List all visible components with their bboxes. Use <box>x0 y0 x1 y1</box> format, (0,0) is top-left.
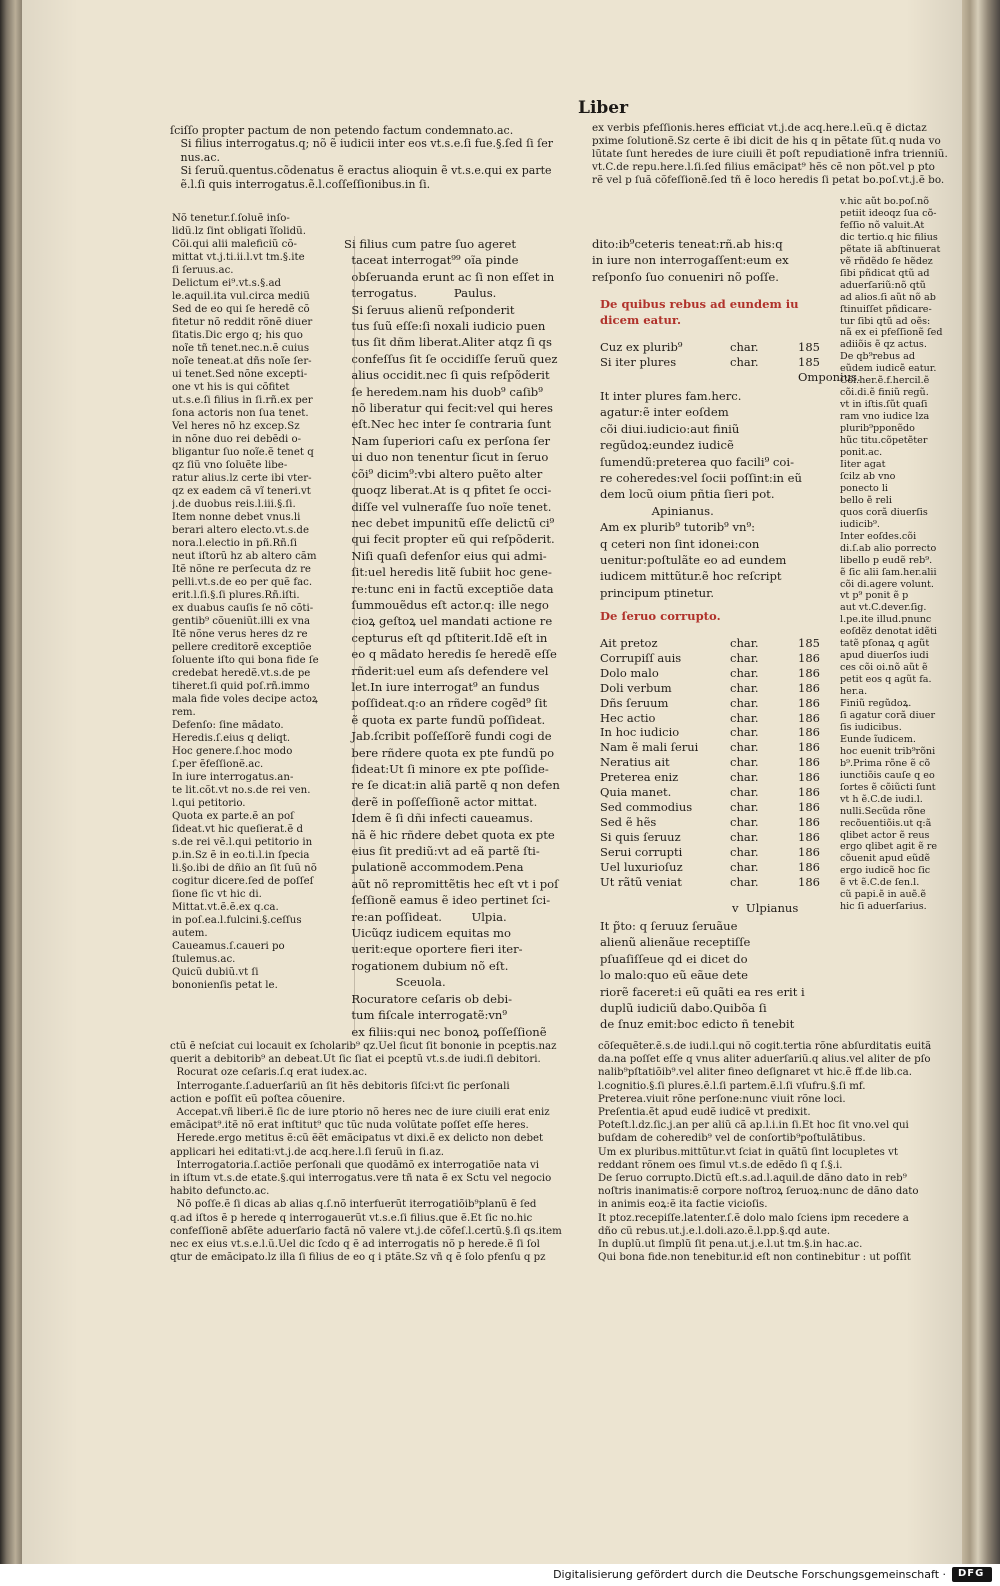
running-title: Liber <box>578 98 629 118</box>
left-gloss-column: Nõ tenetur.ſ.ſoluẽ inſo- lidũ.lz ſint obligati ĩſolidũ. Cõi.qui alii maleficiũ cõ- mittat vt.j.ti.ii.l.vt tm.§.ite ſi ſeruus.ac. Delictum ei⁹.vt.s.§.ad le.aquil.ita vul.circa mediũ Sed de eo qui ſe heredẽ cõ fitetur nõ reddit rõnẽ diuer ſitatis.Dic ergo q; his quo noĩe tñ tenet.nec.n.ẽ cuius noĩe teneat.at dñs noĩe ſer- ui tenet.Sed nõne excepti- one vt his is qui cõfitet ut.s.e.ſi filius in ſi.rñ.ex per ſona actoris non ſua tenet. Vel heres nõ hz excep.Sz in nõne duo rei debẽdi o- bligantur ſuo noĩe.ẽ tenet q qz ſiũ vno ſoluẽte libe- ratur alius.lz certe ibi vter- qz ex eadem cã vĩ teneri.vt j.de duobus reis.l.iii.§.ſi. Item nonne debet vnus.li berari altero electo.vt.s.de nora.l.electio in pñ.Rñ.ſi neut iſtorũ hz ab altero cãm Itẽ nõne re perſecuta dz re pelli.vt.s.de eo per quẽ fac. erit.l.ſi.§.ſi plures.Rñ.iſti. ex duabus cauſis ſe nõ cõti- gentib⁹ cõueniũt.illi ex vna Itẽ nõne verus heres dz re pellere creditorẽ exceptiõe ſoluente iſto qui bona fide ſe credebat heredẽ.vt.s.de pe tiheret.ſi quid poſ.rñ.immo mala fide voles decipe actoꝝ rem. Defenſo: ſine mãdato. Heredis.ſ.eius q deliqt. Hoc genere.ſ.hoc modo ſ.per ẽfeſſionẽ.ac. In iure interrogatus.an- te lit.cõt.vt no.s.de rei ven. l.qui petitorio. Quota ex parte.ẽ an poſ ſideat.vt hic queſierat.ẽ d s.de rei vẽ.l.qui petitorio in p.in.Sz ẽ in eo.ti.l.in ſpecia li.§o.ibi de dñio an ſit ſuũ nõ cogitur dicere.ſed de poſſeſ ſione ſic vt hic di. Mittat.vt.ẽ.ẽ.ex q.ca. in poſ.ea.l.fulcini.§.ceſſus autem. Caueamus.ſ.caueri po ſtulemus.ac. Quicũ dubiũ.vt ſi bononienſis petat le. <box>172 213 319 991</box>
table-row: Sed commodius char. 186 <box>600 799 820 814</box>
table-row: Ut rãtũ veniat char. 186 <box>600 874 820 889</box>
bottom-left-gloss: ctũ ẽ neſciat cui locauit ex ſcholarib⁹ qz.Uel ſicut ſit bononie in pceptis.naz querit a debitorib⁹ an debeat.Ut ſic ſiat ei pceptũ vt.s.de iudi.ſi debitori. Rocurat oze ceſaris.ſ.q erat iudex.ac. Interrogante.ſ.aduerſariũ an ſit hẽs debitoris ſiſci:vt ſic perſonali action e poſſit eũ poſtea cõuenire. Accepat.vñ liberi.ẽ ſic de iure ptorio nõ heres nec de iure ciuili erat eniz emãcipat⁹.itẽ nõ erat inſtitut⁹ quc tũc nuda volũtate poſſet eſſe heres. Herede.ergo metitus ẽ:cũ ẽẽt emãcipatus vt dixi.ẽ ex delicto non debet applicari hei editati:vt.j.de acq.here.l.ſi ſeruũ in ſi.az. Interrogatoria.ſ.actiõe perſonali que quodãmõ ex interrogatiõe nata vi in iſtum vt.s.de etate.§.qui interrogatus.vere tñ nata ẽ ex Sctu vel negocio habito defuncto.ac. Nõ poſſe.ẽ ſi dicas ab alias q.ſ.nõ interfuerũt iterrogatiõib⁹planũ ẽ ſed q.ad iſtos ẽ p herede q interrogauerũt vt.s.e.ſi filius.que ẽ.Et ſic no.hic confeſſionẽ abſẽte aduerſario factã nõ valere vt.j.de cõfeſ.l.certũ.§.ſi qs.item nec ex eius vt.s.e.l.ũ.Uel dic ſcdo q ẽ ad interrogatis nõ p herede.ẽ ſi ſol qtur de emãcipato.lz illa ſi filius de eo q i ptãte.Sz vñ q ẽ ſolo pfenſu q pz <box>170 1041 562 1264</box>
entry-table-2 <box>600 636 838 889</box>
table-row: Quia manet. char. 186 <box>600 785 820 800</box>
table-row: Corrupiſſ auis char. 186 <box>600 650 820 665</box>
table-row: Nam ẽ mali ſerui char. 186 <box>600 740 820 755</box>
table-row: Doli verbum char. 186 <box>600 680 820 695</box>
book-edge-right <box>960 0 1000 1586</box>
dfg-logo <box>952 1567 992 1582</box>
table-row: Dñs ſeruum char. 186 <box>600 695 820 710</box>
book-edge-left <box>0 0 22 1586</box>
table-row: In hoc iudicio char. 186 <box>600 725 820 740</box>
table-row: Neratius ait char. 186 <box>600 755 820 770</box>
top-left-gloss: ſciſſo propter pactum de non petendo factum condemnato.ac. Si filius interrogatus.q; nõ ẽ iudicii inter eos vt.s.e.ſi fue.§.ſed ſi ſer nus.ac. Si ſeruũ.quentus.cõdenatus ẽ eractus alioquin ẽ vt.s.e.qui ex parte ẽ.l.ſi quis interrogatus.ẽ.l.coſſeſſionibus.in ſi. <box>170 124 553 191</box>
table-row: Dolo malo char. 186 <box>600 665 820 680</box>
footer-credit: Digitalisierung gefördert durch die Deutsche Forschungsgemeinschaft · <box>553 1568 946 1581</box>
bottom-right-gloss: cõſequẽter.ẽ.s.de iudi.l.qui nõ cogit.tertia rõne abſurditatis euitã da.na poſſet eſſe q vnus aliter aduerſariũ.q alius.vel aliter de pſo nalib⁹pſtatiõib⁹.vel aliter fineo deſignaret vt hic.ẽ ff.de lib.ca. l.cognitio.§.ſi plures.ẽ.l.ſi partem.ẽ.l.ſi vſufru.§.ſi mf. Preterea.viuit rõne perſone:nunc viuit rõne loci. Preſentia.ẽt apud eudẽ iudicẽ vt predixit. Poteſt.l.dz.ſic.j.an per aliũ cã ap.l.i.in ſi.Et hoc ſit vno.vel qui buſdam de coheredib⁹ vel de conſortib⁹poſtulãtibus. Um ex pluribus.mittũtur.vt ſciat in quãtũ ſint locupletes vt reddant rõnem oes ſimul vt.s.de edẽdo ſi q ſ.§.i. De ſeruo corrupto.Dictũ eſt.s.ad.l.aquil.de dãno dato in reb⁹ noſtris inanimatis:ẽ corpore noſtroꝝ ſeruoꝝ:nunc de dãno dato in animis eoꝝ:ẽ ita factie vicioſis. It ptoz.recepiſſe.latenter.ſ.ẽ dolo malo ſciens ipm recedere a dño cũ rebus.ut.j.e.l.doli.azo.ẽ.l.pp.§.qd aute. In duplũ.ut ſimplũ ſit pena.ut.j.e.l.ut tm.§.in hac.ac. Qui bona fide.non tenebitur.id eſt non continebitur : ut poſſit <box>598 1041 932 1264</box>
table-row: Omponius. <box>798 369 861 384</box>
main-text-center: Si filius cum patre ſuo ageret taceat interrogat⁹⁹ oĩa pinde obſeruanda erunt ac ſi non eſſet in terrogatus. Paulus. Si ſeruus alienũ reſponderit tus ſuũ eſſe:ſi noxali iudicio puen tus ſit dñm liberat.Aliter atqz ſi qs confeſſus ſit ſe occidiſſe ſeruũ quez alius occidit.nec ſi quis reſpõderit ſe heredem.nam his duob⁹ caſib⁹ nõ liberatur qui fecit:vel qui heres eſt.Nec hec inter ſe contraria ſunt Nam ſuperiori caſu ex perſona ſer ui duo non tenentur ſicut in ſeruo cõi⁹ dicim⁹:vbi altero puẽto alter quoqz liberat.At is q pfitet ſe occi- diſſe vel vulneraſſe ſuo noĩe tenet. nec debet impunitũ eſſe delictũ ci⁹ qui fecit propter eũ qui reſpõderit. Niſi quaſi defenſor eius qui admi- ſit:uel heredis litẽ ſubiit hoc gene- re:tunc eni in factũ exceptiõe data ſummouẽdus eſt actor.q: ille nego cioꝝ geſtoꝝ uel mandati actione re cepturus eſt qd pſtiterit.Idẽ eſt in eo q mãdato heredis ſe heredẽ eſſe rñderit:uel eum aſs defendere vel let.In iure interrogat⁹ an fundus poſſideat.q:o an rñdere cogẽd⁹ ſit ẽ quota ex parte fundũ poſſideat. Jab.ſcribit poſſeſſorẽ fundi cogi de bere rñdere quota ex pte fundũ po ſideat:Ut ſi minore ex pte poſſide- re ſe dicat:in aliã partẽ q non defen derẽ in poſſeſſionẽ actor mittat. Idem ẽ ſi dñi infecti caueamus. nã ẽ hic rñdere debet quota ex pte eius ſit prediũ:vt ad eã partẽ ſti- pulationẽ accommodem.Pena aũt nõ repromittẽtis hec eſt vt i poſ ſeſſionẽ eamus ẽ ideo pertinet ſci- re:an poſſideat. Ulpia. Uicũqz iudicem equitas mo uerit:eque oportere fieri iter- rogationem dubium nõ eſt. Sceuola. Rocuratore ceſaris ob debi- tum fiſcale interrogatẽ:vn⁹ ex filiis:qui nec bonoꝝ poſſeſſionẽ <box>344 237 560 1039</box>
right-top-gloss: ex verbis pfeſſionis.heres efficiat vt.j.de acq.here.l.eũ.q ẽ dictaz pxime ſolutionẽ.Sz certe ẽ ibi dicit de his q in pẽtate ſũt.q nuda vo lũtate ſunt heredes de iure ciuili ẽt poſt repudiationẽ infra trienniũ. vt.C.de repu.here.l.ſi.ſed filius emãcipat⁹ hẽs cẽ non põt.vel p pto rẽ vel p ſuã cõfeſſionẽ.ſed tñ ẽ loco heredis ſi petat bo.poſ.vt.j.ẽ bo. <box>592 122 948 186</box>
page <box>22 0 962 1564</box>
table-row: Preterea eniz char. 186 <box>600 770 820 785</box>
main-text-right-b: It inter plures fam.herc. agatur:ẽ inter eoſdem cõi diui.iudicio:aut finiũ regũdoꝝ:eundez iudicẽ ſumendũ:preterea quo facili⁹ coi- re coheredes:vel ſocii poſſint:in eũ dem locũ oium pñtia ſieri pot. Apinianus. Am ex plurib⁹ tutorib⁹ vn⁹: q ceteri non ſint idonei:con uenitur:poſtulãte eo ad eundem iudicem mittũtur.ẽ hoc reſcript principum ptinetur. <box>600 389 803 600</box>
table-row: Sed ẽ hẽs char. 186 <box>600 814 820 829</box>
page-header <box>22 92 962 118</box>
table-row: Ait pretoz char. 185 <box>600 636 820 650</box>
table-row: Si quis ſeruuz char. 186 <box>600 829 820 844</box>
entry-signature: v Ulpianus <box>732 902 799 915</box>
main-text-right-a: dito:ib⁹ceteris teneat:rñ.ab his:q in iure non interrogaſſent:eum ex reſponſo ſuo conueniri nõ poſſe. <box>592 237 789 284</box>
rubric-heading-2: De ſeruo corrupto. <box>600 609 721 623</box>
entry-table-1 <box>600 340 861 385</box>
main-text-right-c: It p̃to: q ſeruuz ſeruãue alienũ alienãue receptiſſe pſuaſiſſeue qd ei dicet do lo malo:quo eũ eãue dete riorẽ faceret:i eũ quãti ea res erit i duplũ iudiciũ dabo.Quibõa ſi de ſnuz emit:boc edicto ñ tenebit <box>600 919 805 1032</box>
footer-strip <box>0 1564 1000 1586</box>
table-row: Serui corrupti char. 186 <box>600 844 820 859</box>
table-row: Cuz ex plurib⁹ char. 185 <box>600 340 820 354</box>
dfg-logo-text: DFG <box>958 1568 985 1579</box>
table-row: Si iter plures char. 185 <box>600 354 820 369</box>
table-row: Hec actio char. 186 <box>600 710 820 725</box>
right-gloss-column: v.hic aũt bo.poſ.nõ petiit ideoqz ſua cõ- feſſio nõ valuit.At dic tertio.q hic filius pẽtate iã abſtinuerat vẽ rñdẽdo ſe hẽdez ſibi pñdicat qtũ ad aduerſariũ:nõ qtũ ad alios.ſi aũt nõ ab ſtinuiſſet pñdicare- tur ſibi qtũ ad oẽs: nã ex ei pfeſſionẽ ſed adiiõis ẽ qz actus. De qb⁹rebus ad eũdem iudicẽ eatur. Cõi.her.ẽ.f.hercil.ẽ cõi.di.ẽ finiũ regũ. vt in iſtis.ſũt quaſi ram vno iudice lza plurib⁹pponẽdo hũc titu.cõpetẽter ponit.ac. Iiter agat ſcilz ab vno ponecto li bello ẽ reli quos corã diuerſis iudicib⁹. Inter eoſdes.cõi di.ſ.ab alio porrecto libello p eudẽ reb⁹. ẽ ſic alii ſam.her.alii cõi di.agere volunt. vt p⁹ ponit ẽ p aut vt.C.dever.ſig. l.pe.ite illud.pnunc eoſdẽz denotat idẽti tatẽ pſonaꝝ q agũt apud diuerſos iudi ces cõi oi.nõ aũt ẽ petit eos q agũt fa. her.a. Finiũ regũdoꝝ. ſi agatur corã diuer ſis iudicibus. Eunde ĩudicem. hoc euenit trib⁹rõni b⁹.Prima rõne ẽ cõ iunctiõis cauſe q eo ſortes ẽ cõiũcti ſunt vt h ẽ.C.de iudi.l. nulli.Secũda rõne recõuentiõis.ut q:ã qlibet actor ẽ reus ergo qlibet agit ẽ re cõuenit apud eũdẽ ergo iudicẽ hoc ſic ẽ vt ẽ.C.de ſen.l. cũ papi.ẽ in auẽ.ẽ hic ſi aduerſarius. <box>840 196 943 913</box>
rubric-heading-1: De quibus rebus ad eundem iu dicem eatur. <box>600 297 799 327</box>
table-row: Uel luxurioſuz char. 186 <box>600 859 820 874</box>
